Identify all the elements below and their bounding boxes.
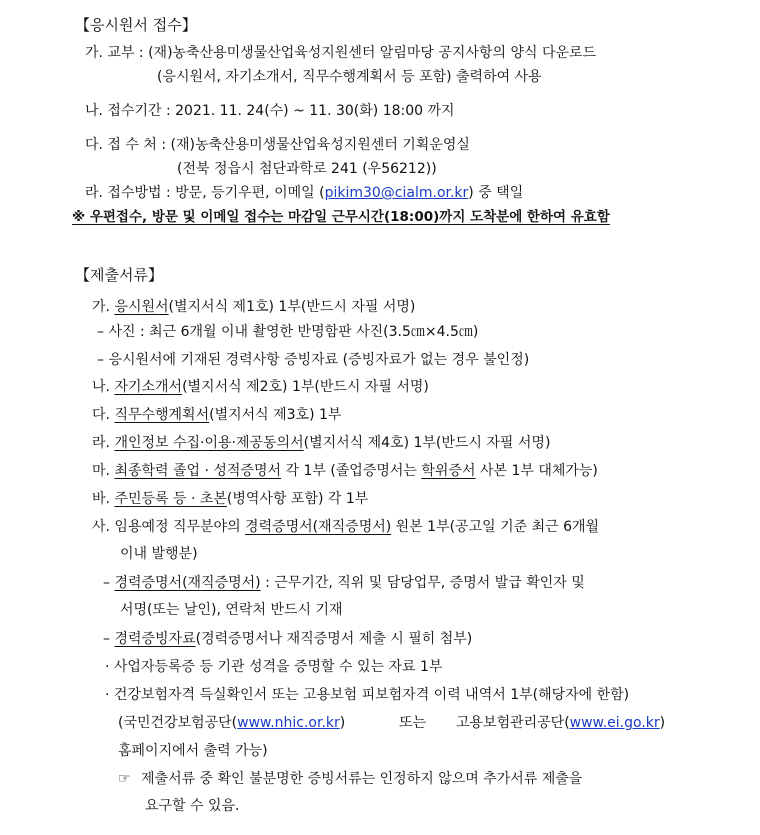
doc-rest: (병역사항 포함) 각 1부 xyxy=(226,491,369,507)
doc-sa-sub-career-evidence xyxy=(103,629,472,649)
item-label: 라. 접수방법 : xyxy=(85,185,171,201)
final-notice-text: 제출서류 중 확인 불분명한 증빙서류는 인정하지 않으며 추가서류 제출을 xyxy=(141,771,583,787)
doc-prefix: 사. 임용예정 직무분야의 xyxy=(92,519,246,535)
doc-name: 경력증명서(재직증명서) xyxy=(114,575,261,591)
item-da-place xyxy=(85,135,470,155)
doc-name: 경력증명서(재직증명서) xyxy=(245,519,392,535)
doc-sa-sub-career-cert xyxy=(103,573,585,593)
doc-ma xyxy=(92,461,598,481)
doc-prefix: 바. xyxy=(92,491,110,507)
doc-rest: : 근무기간, 직위 및 담당업무, 증명서 발급 확인자 및 xyxy=(260,575,585,591)
final-notice-cont: 요구할 수 있음. xyxy=(145,798,240,814)
doc-name: 응시원서 xyxy=(114,299,169,315)
item-label: 나. 접수기간 : xyxy=(85,103,171,119)
item-text-b: ) 중 택일 xyxy=(468,185,524,201)
doc-rest: 원본 1부(공고일 기준 최근 6개월 xyxy=(391,519,600,535)
item-text: (재)농축산용미생물산업육성지원센터 알림마당 공지사항의 양식 다운로드 xyxy=(148,45,597,61)
item-ga-distribution xyxy=(85,43,596,63)
item-na-period xyxy=(85,101,455,121)
doc-prefix: 마. xyxy=(92,463,110,479)
bullet-business-registration: · 사업자등록증 등 기관 성격을 증명할 수 있는 자료 1부 xyxy=(105,659,443,675)
doc-rest: (경력증명서나 재직증명서 제출 시 필히 첨부) xyxy=(195,631,473,647)
link-suffix: ) xyxy=(659,715,666,731)
link-prefix: 고용보험관리공단( xyxy=(456,715,570,731)
doc-name: 개인정보 수집·이용·제공동의서 xyxy=(114,435,304,451)
doc-da xyxy=(92,405,341,425)
email-link[interactable]: pikim30@cialm.or.kr xyxy=(324,185,469,201)
doc-name: 주민등록 등 · 초본 xyxy=(114,491,227,507)
item-ra-method xyxy=(85,183,523,203)
ei-link[interactable]: www.ei.go.kr xyxy=(569,715,660,731)
or-text: 또는 xyxy=(399,715,427,731)
doc-name-2: 학위증서 xyxy=(421,463,476,479)
doc-prefix: 라. xyxy=(92,435,110,451)
doc-name: 최종학력 졸업 · 성적증명서 xyxy=(114,463,282,479)
doc-rest: (별지서식 제1호) 1부(반드시 자필 서명) xyxy=(168,299,416,315)
link-prefix: (국민건강보험공단( xyxy=(118,715,238,731)
item-ga-distribution-cont: (응시원서, 자기소개서, 직무수행계획서 등 포함) 출력하여 사용 xyxy=(157,69,542,85)
nhic-link[interactable]: www.nhic.or.kr xyxy=(237,715,340,731)
doc-ba xyxy=(92,489,368,509)
bullet-insurance: · 건강보험자격 득실확인서 또는 고용보험 피보험자격 이력 내역서 1부(해당자에 한함) xyxy=(105,687,630,703)
doc-rest: (별지서식 제3호) 1부 xyxy=(209,407,342,423)
doc-rest: (별지서식 제4호) 1부(반드시 자필 서명) xyxy=(303,435,551,451)
doc-sa-cont: 이내 발행분) xyxy=(120,546,198,562)
item-text-a: 방문, 등기우편, 이메일 ( xyxy=(175,185,325,201)
dash: – xyxy=(103,631,110,647)
item-text: 2021. 11. 24(수) ~ 11. 30(화) 18:00 까지 xyxy=(175,103,455,119)
doc-prefix: 가. xyxy=(92,299,110,315)
links-group-1 xyxy=(118,713,345,733)
doc-name: 자기소개서 xyxy=(114,379,183,395)
doc-sa-sub-career-cert-cont: 서명(또는 날인), 연락처 반드시 기재 xyxy=(120,602,343,618)
item-label: 가. 교부 : xyxy=(85,45,144,61)
doc-ga xyxy=(92,297,415,317)
item-da-address: (전북 정읍시 첨단과학로 241 (우56212)) xyxy=(177,161,437,177)
doc-prefix: 다. xyxy=(92,407,110,423)
section-title-application: 【응시원서 접수】 xyxy=(75,16,197,34)
doc-na xyxy=(92,377,429,397)
link-suffix: ) xyxy=(339,715,346,731)
notice-deadline: ※ 우편접수, 방문 및 이메일 접수는 마감일 근무시간(18:00)까지 도착분에 한하여 유효함 xyxy=(72,209,610,225)
doc-ga-sub-photo: – 사진 : 최근 6개월 이내 촬영한 반명함판 사진(3.5㎝×4.5㎝) xyxy=(97,324,479,340)
doc-rest: (별지서식 제2호) 1부(반드시 자필 서명) xyxy=(182,379,429,395)
doc-prefix: 나. xyxy=(92,379,110,395)
final-notice xyxy=(118,769,582,789)
doc-ra xyxy=(92,433,550,453)
pointing-hand-icon: ☞ xyxy=(118,771,131,787)
doc-name: 직무수행계획서 xyxy=(114,407,210,423)
doc-rest: 사본 1부 대체가능) xyxy=(475,463,598,479)
doc-mid: 각 1부 (졸업증명서는 xyxy=(281,463,422,479)
doc-name: 경력증빙자료 xyxy=(114,631,196,647)
links-group-2 xyxy=(456,713,665,733)
doc-ga-sub-evidence: – 응시원서에 기재된 경력사항 증빙자료 (증빙자료가 없는 경우 불인정) xyxy=(97,352,530,368)
doc-sa xyxy=(92,517,599,537)
dash: – xyxy=(103,575,110,591)
section-title-documents: 【제출서류】 xyxy=(75,266,163,284)
item-label: 다. 접 수 처 : xyxy=(85,137,167,153)
item-text: (재)농축산용미생물산업육성지원센터 기획운영실 xyxy=(170,137,470,153)
bullet-insurance-cont: 홈페이지에서 출력 가능) xyxy=(118,743,268,759)
